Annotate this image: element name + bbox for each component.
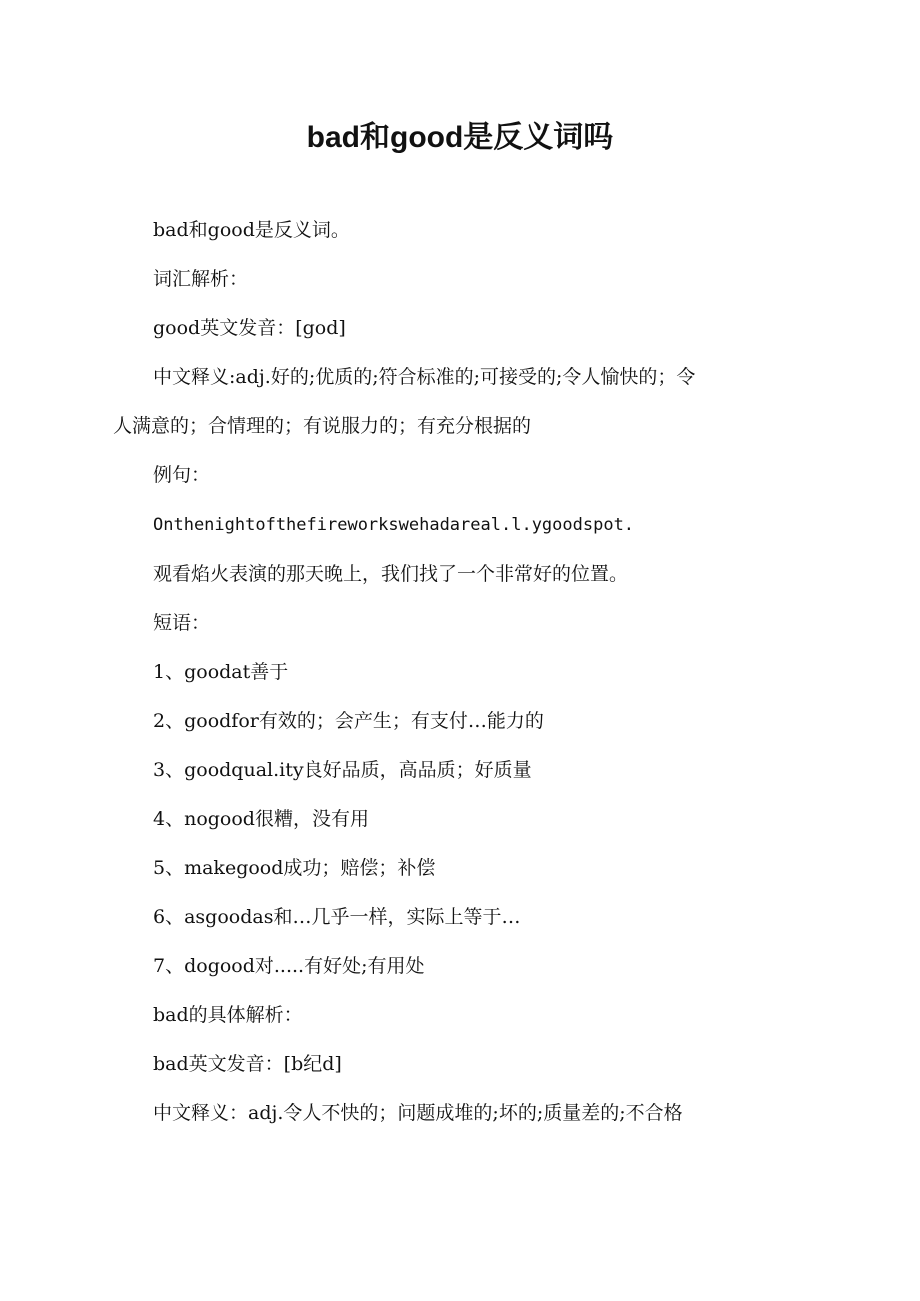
paragraph-bad-meaning: 中文释义：adj.令人不快的；问题成堆的;坏的;质量差的;不合格 — [153, 1102, 683, 1124]
paragraph-example-heading: 例句： — [153, 464, 211, 486]
paragraph-vocab-heading: 词汇解析： — [153, 268, 249, 290]
paragraph-bad-heading: bad的具体解析： — [153, 1004, 303, 1026]
phrase-item-1: 1、goodat善于 — [153, 661, 289, 683]
phrase-item-6: 6、asgoodas和…几乎一样，实际上等于… — [153, 906, 521, 928]
phrase-item-3: 3、goodqual.ity良好品质，高品质；好质量 — [153, 759, 532, 781]
paragraph-phrases-heading: 短语： — [153, 612, 211, 634]
paragraph-antonym-answer: bad和good是反义词。 — [153, 219, 350, 241]
phrase-item-5: 5、makegood成功；赔偿；补偿 — [153, 857, 436, 879]
paragraph-bad-pronunciation: bad英文发音：[b纪d] — [153, 1053, 342, 1075]
paragraph-good-meaning: 中文释义:adj.好的;优质的;符合标准的;可接受的;令人愉快的；令 — [153, 366, 696, 388]
phrase-item-2: 2、goodfor有效的；会产生；有支付…能力的 — [153, 710, 544, 732]
document-title: bad和good是反义词吗 — [306, 121, 614, 154]
paragraph-good-meaning-continued: 人满意的；合情理的；有说服力的；有充分根据的 — [113, 415, 532, 437]
phrase-item-4: 4、nogood很糟，没有用 — [153, 808, 369, 830]
paragraph-example-english: Onthenightofthefireworkswehadareal.l.ygoodspot. — [153, 515, 635, 535]
paragraph-good-pronunciation: good英文发音：[god] — [153, 317, 346, 339]
paragraph-example-chinese: 观看焰火表演的那天晚上，我们找了一个非常好的位置。 — [153, 563, 629, 585]
phrase-item-7: 7、dogood对.....有好处;有用处 — [153, 955, 425, 977]
